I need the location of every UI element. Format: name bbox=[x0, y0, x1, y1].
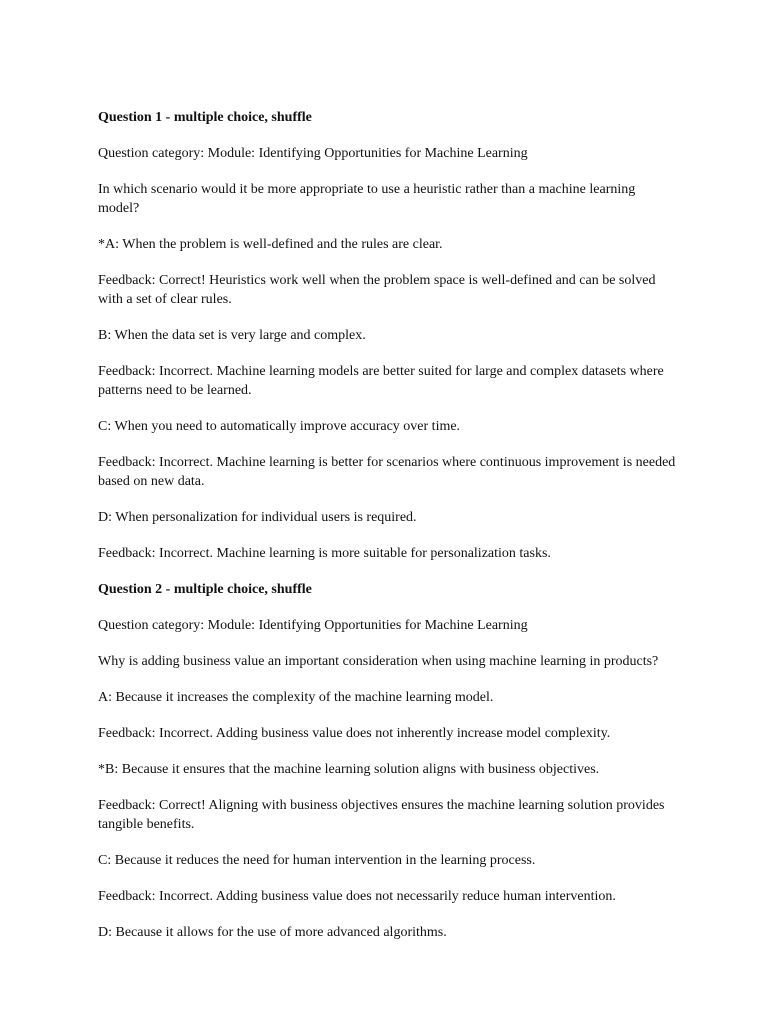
question-2-option-b: *B: Because it ensures that the machine learning solution aligns with business objectives. bbox=[98, 762, 600, 777]
question-1-option-d: D: When personalization for individual users is required. bbox=[98, 510, 417, 525]
question-1-heading: Question 1 - multiple choice, shuffle bbox=[98, 110, 312, 125]
question-2-option-a: A: Because it increases the complexity of the machine learning model. bbox=[98, 690, 494, 705]
question-1-feedback-c: Feedback: Incorrect. Machine learning is better for scenarios where continuous improvement is needed based on new data. bbox=[98, 455, 676, 489]
question-1-category: Question category: Module: Identifying Opportunities for Machine Learning bbox=[98, 146, 528, 161]
document-page bbox=[98, 108, 678, 959]
question-1-feedback-b: Feedback: Incorrect. Machine learning models are better suited for large and complex datasets where patterns need to be learned. bbox=[98, 364, 664, 398]
question-1-feedback-d: Feedback: Incorrect. Machine learning is more suitable for personalization tasks. bbox=[98, 546, 551, 561]
question-2-feedback-a: Feedback: Incorrect. Adding business value does not inherently increase model complexity. bbox=[98, 726, 611, 741]
question-2-heading: Question 2 - multiple choice, shuffle bbox=[98, 582, 312, 597]
question-2-category: Question category: Module: Identifying Opportunities for Machine Learning bbox=[98, 618, 528, 633]
question-1-feedback-a: Feedback: Correct! Heuristics work well when the problem space is well-defined and can be solved with a set of clear rules. bbox=[98, 273, 656, 307]
question-1-option-c: C: When you need to automatically improve accuracy over time. bbox=[98, 419, 461, 434]
question-2-option-c: C: Because it reduces the need for human intervention in the learning process. bbox=[98, 853, 536, 868]
question-2-option-d: D: Because it allows for the use of more advanced algorithms. bbox=[98, 925, 447, 940]
question-2-prompt: Why is adding business value an important consideration when using machine learning in products? bbox=[98, 654, 659, 669]
question-1-prompt: In which scenario would it be more appropriate to use a heuristic rather than a machine learning model? bbox=[98, 182, 636, 216]
question-2-feedback-c: Feedback: Incorrect. Adding business value does not necessarily reduce human intervention. bbox=[98, 889, 616, 904]
question-2-feedback-b: Feedback: Correct! Aligning with business objectives ensures the machine learning solution provides tangible benefits. bbox=[98, 798, 665, 832]
question-1-option-b: B: When the data set is very large and complex. bbox=[98, 328, 366, 343]
question-1-option-a: *A: When the problem is well-defined and the rules are clear. bbox=[98, 237, 443, 252]
